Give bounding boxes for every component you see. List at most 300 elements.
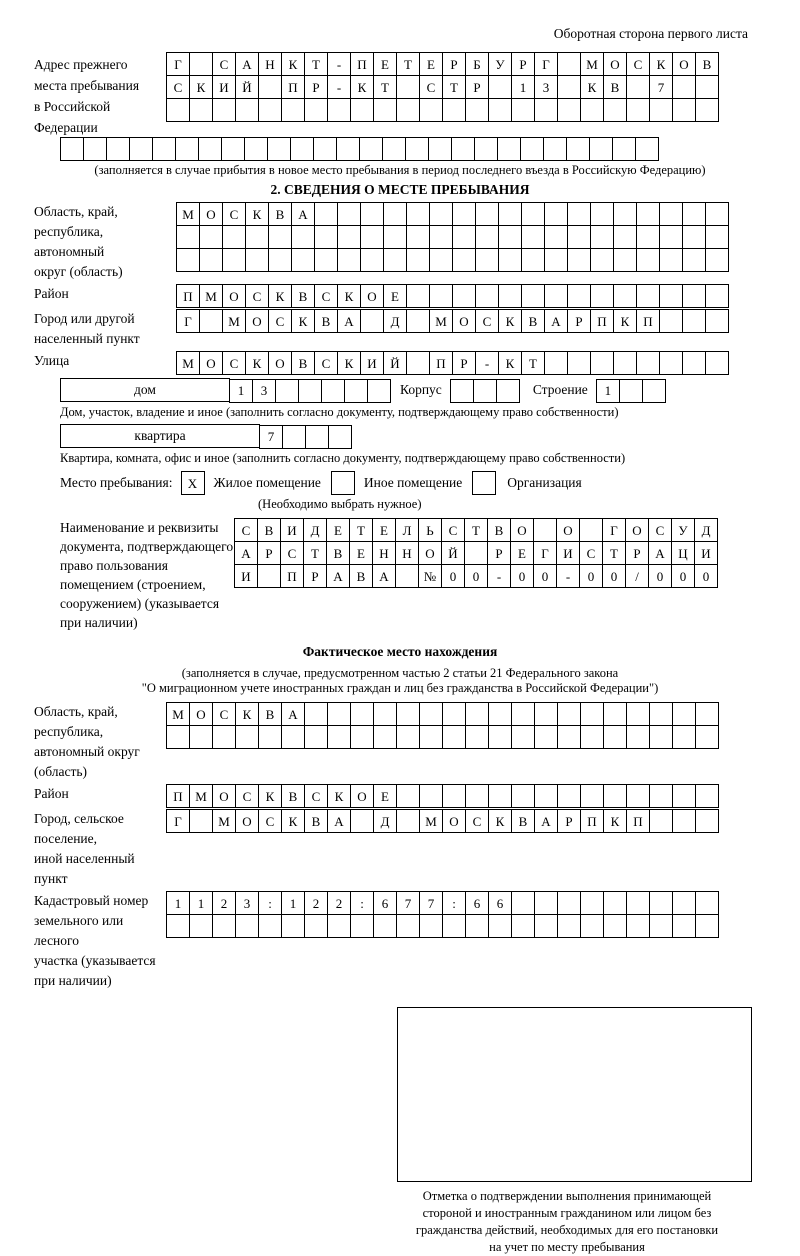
form-cell[interactable]: М [580,52,604,76]
form-cell[interactable] [212,914,236,938]
form-cell[interactable] [304,702,328,726]
form-cell[interactable]: К [337,351,361,375]
form-cell[interactable]: С [258,809,282,833]
form-cell[interactable]: Т [464,518,488,542]
form-cell[interactable] [534,784,558,808]
form-cell[interactable]: И [556,541,580,565]
form-cell[interactable]: 1 [166,891,190,915]
form-cell[interactable] [166,98,190,122]
form-cell[interactable]: В [349,564,373,588]
form-cell[interactable] [659,248,683,272]
form-cell[interactable] [199,225,223,249]
form-cell[interactable]: В [603,75,627,99]
form-cell[interactable]: С [314,284,338,308]
form-cell[interactable]: О [672,52,696,76]
form-cell[interactable] [682,248,706,272]
form-cell[interactable] [350,725,374,749]
form-cell[interactable]: С [280,541,304,565]
form-cell[interactable]: Г [176,309,200,333]
form-cell[interactable] [83,137,107,161]
form-cell[interactable] [626,891,650,915]
form-cell[interactable] [521,284,545,308]
form-cell[interactable] [682,309,706,333]
form-cell[interactable]: И [694,541,718,565]
form-cell[interactable]: С [245,284,269,308]
form-cell[interactable] [314,225,338,249]
form-cell[interactable] [360,309,384,333]
form-cell[interactable] [557,891,581,915]
form-cell[interactable] [567,284,591,308]
form-cell[interactable]: Г [166,809,190,833]
form-cell[interactable] [189,52,213,76]
form-cell[interactable] [373,914,397,938]
form-cell[interactable]: П [429,351,453,375]
form-cell[interactable] [659,284,683,308]
form-cell[interactable]: И [280,518,304,542]
form-cell[interactable] [649,725,673,749]
form-cell[interactable] [406,284,430,308]
form-cell[interactable] [291,225,315,249]
form-cell[interactable] [257,564,281,588]
form-cell[interactable] [313,137,337,161]
form-cell[interactable] [497,137,521,161]
form-cell[interactable]: 1 [189,891,213,915]
form-cell[interactable] [267,137,291,161]
form-cell[interactable] [695,891,719,915]
form-cell[interactable] [336,137,360,161]
form-cell[interactable] [590,351,614,375]
form-cell[interactable]: О [360,284,384,308]
form-cell[interactable] [314,248,338,272]
form-cell[interactable]: 1 [511,75,535,99]
form-cell[interactable] [328,425,352,449]
checkbox-inoe[interactable] [331,471,355,495]
form-cell[interactable] [603,891,627,915]
form-cell[interactable] [682,284,706,308]
form-cell[interactable] [166,914,190,938]
form-cell[interactable]: Р [625,541,649,565]
form-cell[interactable]: Е [510,541,534,565]
form-cell[interactable] [626,725,650,749]
form-cell[interactable]: М [189,784,213,808]
form-cell[interactable] [429,284,453,308]
form-cell[interactable] [281,98,305,122]
form-cell[interactable] [603,784,627,808]
form-cell[interactable] [544,248,568,272]
form-cell[interactable] [682,351,706,375]
form-cell[interactable] [189,914,213,938]
form-cell[interactable] [359,137,383,161]
form-cell[interactable]: Б [465,52,489,76]
form-cell[interactable] [360,248,384,272]
form-cell[interactable]: Г [166,52,190,76]
form-cell[interactable] [199,309,223,333]
form-cell[interactable]: С [465,809,489,833]
form-cell[interactable]: О [235,809,259,833]
form-cell[interactable] [428,137,452,161]
form-cell[interactable] [557,725,581,749]
form-cell[interactable] [672,914,696,938]
form-cell[interactable] [275,379,299,403]
form-cell[interactable] [636,248,660,272]
form-cell[interactable]: 2 [212,891,236,915]
form-cell[interactable]: - [556,564,580,588]
form-cell[interactable] [580,702,604,726]
form-cell[interactable] [396,914,420,938]
form-cell[interactable]: 7 [259,425,283,449]
form-cell[interactable]: К [350,75,374,99]
form-cell[interactable]: П [176,284,200,308]
form-cell[interactable] [590,225,614,249]
form-cell[interactable] [406,248,430,272]
form-cell[interactable]: А [372,564,396,588]
form-cell[interactable] [557,52,581,76]
form-cell[interactable]: В [511,809,535,833]
form-cell[interactable]: Т [373,75,397,99]
form-cell[interactable] [603,98,627,122]
form-cell[interactable] [544,225,568,249]
form-cell[interactable]: Т [602,541,626,565]
form-cell[interactable]: Р [442,52,466,76]
form-cell[interactable]: Д [694,518,718,542]
form-cell[interactable] [695,725,719,749]
form-cell[interactable] [396,784,420,808]
form-cell[interactable] [533,518,557,542]
form-cell[interactable]: - [475,351,499,375]
form-cell[interactable]: Е [373,52,397,76]
form-cell[interactable]: О [350,784,374,808]
form-cell[interactable] [106,137,130,161]
form-cell[interactable] [557,75,581,99]
form-cell[interactable] [235,914,259,938]
form-cell[interactable] [705,284,729,308]
form-cell[interactable] [350,809,374,833]
form-cell[interactable]: Т [303,541,327,565]
form-cell[interactable]: 0 [694,564,718,588]
form-cell[interactable]: 7 [396,891,420,915]
form-cell[interactable]: И [234,564,258,588]
form-cell[interactable] [488,98,512,122]
form-cell[interactable]: А [327,809,351,833]
form-cell[interactable] [396,98,420,122]
form-cell[interactable]: В [521,309,545,333]
form-cell[interactable] [475,225,499,249]
form-cell[interactable]: 2 [327,891,351,915]
form-cell[interactable] [450,379,474,403]
form-cell[interactable] [327,702,351,726]
form-cell[interactable]: Д [303,518,327,542]
form-cell[interactable] [396,809,420,833]
form-cell[interactable] [511,914,535,938]
form-cell[interactable] [498,202,522,226]
form-cell[interactable] [613,225,637,249]
form-cell[interactable] [705,351,729,375]
form-cell[interactable] [166,725,190,749]
form-cell[interactable]: М [429,309,453,333]
form-cell[interactable]: Г [534,52,558,76]
form-cell[interactable] [534,914,558,938]
form-cell[interactable] [590,248,614,272]
form-cell[interactable] [580,891,604,915]
form-cell[interactable]: : [350,891,374,915]
form-cell[interactable] [603,914,627,938]
form-cell[interactable] [60,137,84,161]
form-cell[interactable]: И [360,351,384,375]
form-cell[interactable]: И [212,75,236,99]
form-cell[interactable] [465,784,489,808]
form-cell[interactable]: П [281,75,305,99]
form-cell[interactable] [511,98,535,122]
form-cell[interactable]: О [189,702,213,726]
form-cell[interactable]: С [235,784,259,808]
form-cell[interactable]: К [189,75,213,99]
form-cell[interactable] [695,75,719,99]
form-cell[interactable]: П [590,309,614,333]
form-cell[interactable]: 1 [281,891,305,915]
form-cell[interactable]: Л [395,518,419,542]
form-cell[interactable] [314,202,338,226]
form-cell[interactable]: Е [419,52,443,76]
form-cell[interactable]: Г [533,541,557,565]
form-cell[interactable] [344,379,368,403]
form-cell[interactable] [383,202,407,226]
form-cell[interactable] [451,137,475,161]
form-cell[interactable] [534,891,558,915]
form-cell[interactable]: М [212,809,236,833]
form-cell[interactable] [198,137,222,161]
form-cell[interactable]: В [695,52,719,76]
form-cell[interactable] [636,351,660,375]
form-cell[interactable]: Е [372,518,396,542]
form-cell[interactable]: О [556,518,580,542]
form-cell[interactable] [383,248,407,272]
form-cell[interactable]: К [258,784,282,808]
form-cell[interactable] [373,702,397,726]
form-cell[interactable] [626,914,650,938]
form-cell[interactable] [304,914,328,938]
form-cell[interactable] [488,75,512,99]
form-cell[interactable]: К [281,52,305,76]
form-cell[interactable]: Д [373,809,397,833]
form-cell[interactable] [327,725,351,749]
form-cell[interactable] [557,784,581,808]
form-cell[interactable]: О [245,309,269,333]
form-cell[interactable]: К [268,284,292,308]
form-cell[interactable]: Т [521,351,545,375]
form-cell[interactable] [672,809,696,833]
form-cell[interactable]: 0 [602,564,626,588]
form-cell[interactable] [452,225,476,249]
form-cell[interactable] [612,137,636,161]
form-cell[interactable]: 0 [579,564,603,588]
form-cell[interactable] [672,784,696,808]
form-cell[interactable] [473,379,497,403]
form-cell[interactable] [511,702,535,726]
form-cell[interactable] [520,137,544,161]
form-cell[interactable] [360,202,384,226]
form-cell[interactable] [464,541,488,565]
form-cell[interactable] [511,891,535,915]
form-cell[interactable] [304,98,328,122]
form-cell[interactable] [212,98,236,122]
form-cell[interactable] [590,284,614,308]
form-cell[interactable]: С [268,309,292,333]
form-cell[interactable]: П [280,564,304,588]
form-cell[interactable] [557,914,581,938]
form-cell[interactable]: Е [373,784,397,808]
form-cell[interactable] [642,379,666,403]
form-cell[interactable]: А [291,202,315,226]
form-cell[interactable] [521,225,545,249]
form-cell[interactable] [682,225,706,249]
form-cell[interactable]: В [326,541,350,565]
form-cell[interactable] [245,248,269,272]
form-cell[interactable]: 0 [441,564,465,588]
form-cell[interactable]: В [291,351,315,375]
form-cell[interactable] [511,725,535,749]
form-cell[interactable] [603,725,627,749]
form-cell[interactable] [672,725,696,749]
form-cell[interactable] [419,98,443,122]
form-cell[interactable] [406,225,430,249]
form-cell[interactable]: О [452,309,476,333]
form-cell[interactable]: С [475,309,499,333]
form-cell[interactable] [613,351,637,375]
form-cell[interactable] [626,75,650,99]
form-cell[interactable] [452,248,476,272]
form-cell[interactable]: М [222,309,246,333]
form-cell[interactable] [429,202,453,226]
form-cell[interactable]: В [268,202,292,226]
form-cell[interactable]: 6 [465,891,489,915]
form-cell[interactable] [258,98,282,122]
form-cell[interactable]: 1 [596,379,620,403]
form-cell[interactable] [613,248,637,272]
form-cell[interactable]: - [327,52,351,76]
form-cell[interactable] [567,248,591,272]
form-cell[interactable] [268,248,292,272]
form-cell[interactable] [511,784,535,808]
form-cell[interactable] [337,248,361,272]
form-cell[interactable]: М [166,702,190,726]
form-cell[interactable]: Н [395,541,419,565]
form-cell[interactable] [129,137,153,161]
form-cell[interactable] [534,725,558,749]
form-cell[interactable] [521,248,545,272]
form-cell[interactable]: Ц [671,541,695,565]
form-cell[interactable]: С [304,784,328,808]
form-cell[interactable] [298,379,322,403]
form-cell[interactable]: В [291,284,315,308]
form-cell[interactable]: Й [441,541,465,565]
form-cell[interactable]: С [626,52,650,76]
form-cell[interactable]: А [235,52,259,76]
form-cell[interactable] [544,202,568,226]
form-cell[interactable]: Р [257,541,281,565]
form-cell[interactable] [442,914,466,938]
form-cell[interactable] [649,891,673,915]
form-cell[interactable] [337,202,361,226]
form-cell[interactable] [176,248,200,272]
form-cell[interactable] [258,914,282,938]
form-cell[interactable] [496,379,520,403]
form-cell[interactable]: С [212,702,236,726]
form-cell[interactable] [383,225,407,249]
form-cell[interactable]: Р [304,75,328,99]
form-cell[interactable] [659,202,683,226]
form-cell[interactable]: К [498,351,522,375]
form-cell[interactable] [465,914,489,938]
form-cell[interactable] [636,225,660,249]
form-cell[interactable] [659,351,683,375]
form-cell[interactable] [373,98,397,122]
form-cell[interactable] [235,725,259,749]
form-cell[interactable] [199,248,223,272]
form-cell[interactable] [282,425,306,449]
form-cell[interactable] [557,702,581,726]
form-cell[interactable] [305,425,329,449]
form-cell[interactable]: - [487,564,511,588]
form-cell[interactable]: 7 [419,891,443,915]
form-cell[interactable] [327,98,351,122]
form-cell[interactable] [290,137,314,161]
form-cell[interactable] [659,309,683,333]
form-cell[interactable] [373,725,397,749]
form-cell[interactable] [649,784,673,808]
form-cell[interactable] [396,725,420,749]
form-cell[interactable]: О [199,202,223,226]
form-cell[interactable]: К [245,351,269,375]
form-cell[interactable] [258,75,282,99]
form-cell[interactable] [580,784,604,808]
form-cell[interactable] [304,725,328,749]
form-cell[interactable]: Ь [418,518,442,542]
form-cell[interactable] [442,98,466,122]
form-cell[interactable] [580,725,604,749]
stamp-box[interactable] [397,1007,752,1182]
form-cell[interactable]: Е [326,518,350,542]
form-cell[interactable] [534,98,558,122]
form-cell[interactable]: К [235,702,259,726]
form-cell[interactable]: В [314,309,338,333]
form-cell[interactable] [488,725,512,749]
form-cell[interactable]: С [441,518,465,542]
form-cell[interactable]: К [488,809,512,833]
form-cell[interactable]: Д [383,309,407,333]
form-cell[interactable]: № [418,564,442,588]
form-cell[interactable]: Р [452,351,476,375]
form-cell[interactable] [695,914,719,938]
form-cell[interactable]: Р [487,541,511,565]
form-cell[interactable]: С [222,351,246,375]
form-cell[interactable] [235,98,259,122]
form-cell[interactable] [705,202,729,226]
form-cell[interactable] [672,98,696,122]
form-cell[interactable]: С [234,518,258,542]
form-cell[interactable] [350,914,374,938]
form-cell[interactable] [405,137,429,161]
form-cell[interactable] [659,225,683,249]
form-cell[interactable]: М [176,351,200,375]
form-cell[interactable] [175,137,199,161]
form-cell[interactable] [567,202,591,226]
form-cell[interactable] [406,309,430,333]
form-cell[interactable] [189,725,213,749]
form-cell[interactable]: К [291,309,315,333]
form-cell[interactable]: П [626,809,650,833]
form-cell[interactable] [695,98,719,122]
form-cell[interactable] [465,702,489,726]
